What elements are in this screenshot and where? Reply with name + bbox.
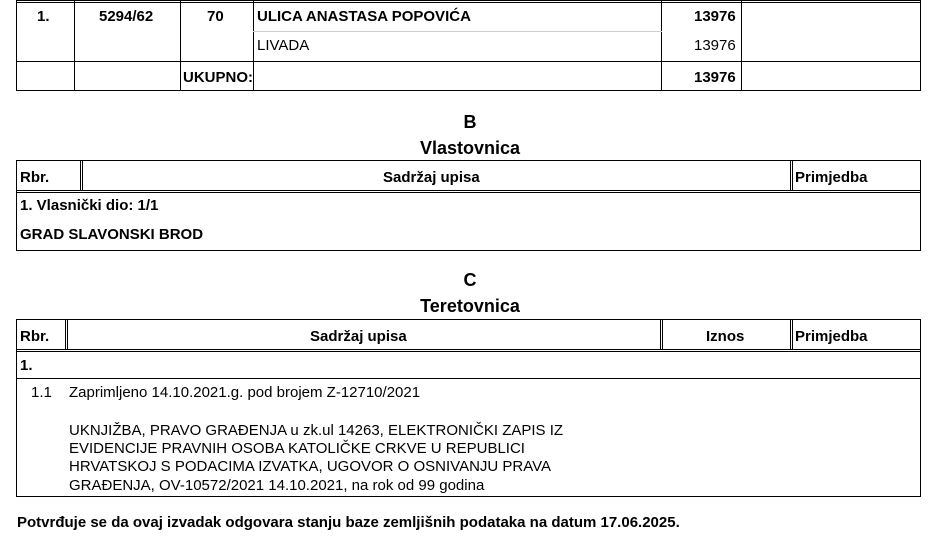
parcel-table	[16, 0, 921, 91]
parcel-number: 5294/62	[99, 8, 154, 25]
encumbrance-header-amount: Iznos	[706, 328, 745, 345]
encumbrance-text-line: UKNJIŽBA, PRAVO GRAĐENJA u zk.ul 14263, ELEKTRONIČKI ZAPIS IZ	[69, 422, 564, 439]
parcel-subarea: 13976	[694, 37, 736, 54]
section-c-letter: C	[463, 270, 477, 290]
certification-footer: Potvrđuje se da ovaj izvadak odgovara stanju baze zemljišnih podataka na datum 17.06.2025.	[17, 514, 680, 531]
owner-name: GRAD SLAVONSKI BROD	[20, 226, 204, 243]
encumbrance-table	[16, 319, 921, 497]
section-b-letter: B	[463, 112, 477, 132]
section-b-title: Vlastovnica	[419, 138, 521, 158]
encumbrance-entry-no: 1.	[20, 357, 33, 374]
parcel-subname: LIVADA	[257, 37, 310, 54]
ownership-header-note: Primjedba	[795, 169, 868, 186]
total-label: UKUPNO:	[183, 69, 253, 86]
encumbrance-header-rbr: Rbr.	[20, 328, 50, 345]
ownership-table	[16, 160, 921, 251]
encumbrance-sub-no: 1.1	[31, 384, 52, 401]
parcel-plan-number: 70	[207, 8, 224, 25]
encumbrance-text-line: GRAĐENJA, OV-10572/2021 14.10.2021, na rok od 99 godina	[69, 477, 485, 494]
parcel-name: ULICA ANASTASA POPOVIĆA	[257, 8, 471, 25]
ownership-share: 1. Vlasnički dio: 1/1	[20, 197, 159, 214]
total-area: 13976	[694, 69, 736, 86]
parcel-area: 13976	[694, 8, 736, 25]
parcel-rb: 1.	[37, 8, 50, 25]
encumbrance-header-note: Primjedba	[795, 328, 868, 345]
encumbrance-text-line: HRVATSKOJ S PODACIMA IZVATKA, UGOVOR O OSNIVANJU PRAVA	[69, 458, 552, 475]
ownership-header-content: Sadržaj upisa	[383, 169, 480, 186]
encumbrance-received: Zaprimljeno 14.10.2021.g. pod brojem Z-12710/2021	[69, 384, 421, 401]
encumbrance-header-content: Sadržaj upisa	[310, 328, 407, 345]
ownership-header-rbr: Rbr.	[20, 169, 50, 186]
encumbrance-text-line: EVIDENCIJE PRAVNIH OSOBA KATOLIČKE CRKVE U REPUBLICI	[69, 440, 525, 457]
section-c-title: Teretovnica	[420, 296, 520, 316]
